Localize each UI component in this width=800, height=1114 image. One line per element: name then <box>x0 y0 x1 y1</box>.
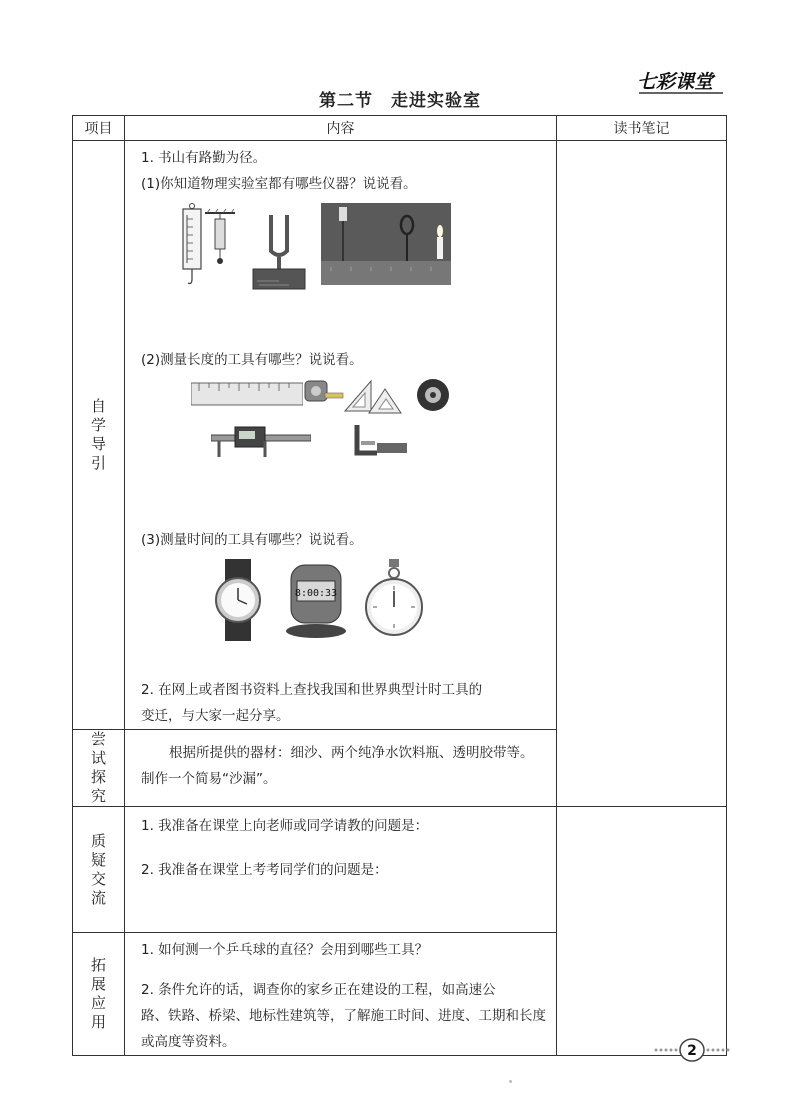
explore-line-1: 根据所提供的器材：细沙、两个纯净水饮料瓶、透明胶带等。 <box>169 745 534 761</box>
row-label-cell <box>73 933 125 1056</box>
row-label-extend-apply: 拓展应用 <box>90 956 106 1031</box>
question-2-line-2: 变迁，与大家一起分享。 <box>141 708 290 724</box>
vernier-caliper-image <box>211 421 311 470</box>
row-label-cell <box>73 807 125 933</box>
extend-question-2-line-3: 或高度等资料。 <box>141 1034 236 1050</box>
notes-cell-2 <box>557 807 727 1056</box>
study-table <box>72 115 727 1056</box>
content-cell-self-study <box>125 141 557 730</box>
page-number-badge <box>652 1036 732 1064</box>
length-tool-images <box>141 377 546 473</box>
content-cell-question-exchange <box>125 807 557 933</box>
notes-cell-1 <box>557 141 727 807</box>
row-question-exchange <box>73 807 727 933</box>
exchange-question-1: 1. 我准备在课堂上向老师或同学请教的问题是： <box>141 818 429 834</box>
reel-tape-image <box>411 377 455 422</box>
brand-logo-text: 七彩课堂 <box>637 71 714 93</box>
row-label-try-explore: 尝试探究 <box>90 730 106 805</box>
exchange-question-2: 2. 我准备在课堂上考考同学们的问题是： <box>141 862 388 878</box>
question-2-line-1: 2. 在网上或者图书资料上查找我国和世界典型计时工具的 <box>141 682 483 698</box>
row-label-cell <box>73 141 125 730</box>
page-title: 第二节 走进实验室 <box>319 91 481 111</box>
header-notes: 读书笔记 <box>557 116 727 141</box>
extend-question-2-line-1: 2. 条件允许的话，调查你的家乡正在建设的工程，如高速公 <box>141 982 496 998</box>
question-1c: (3)测量时间的工具有哪些？说说看。 <box>141 532 363 548</box>
micrometer-image <box>351 417 415 470</box>
decorative-dot <box>509 1080 512 1083</box>
table-header-row <box>73 116 727 141</box>
tuning-fork-image <box>249 211 309 300</box>
extend-question-2-line-2: 路、铁路、桥梁、地标性建筑等，了解施工时间、进度、工期和长度 <box>141 1008 546 1024</box>
question-1: 1. 书山有路勤为径。 <box>141 150 267 166</box>
content-cell-try-explore <box>125 730 557 807</box>
content-cell-extend-apply <box>125 933 557 1056</box>
question-1a: (1)你知道物理实验室都有哪些仪器？说说看。 <box>141 176 417 192</box>
extend-question-1: 1. 如何测一个乒乓球的直径？会用到哪些工具？ <box>141 942 429 958</box>
ruler-image <box>191 381 303 416</box>
header-item: 项目 <box>73 116 125 141</box>
time-tool-images <box>141 557 546 647</box>
row-label-question-exchange: 质疑交流 <box>90 831 106 907</box>
stopwatch-display: 8:00:33 <box>294 588 338 599</box>
optical-bench-candle-image <box>321 203 451 294</box>
question-1b: (2)测量长度的工具有哪些？说说看。 <box>141 352 363 368</box>
wristwatch-image <box>211 559 267 650</box>
row-label-self-study: 自学导引 <box>90 397 106 472</box>
page-number: 2 <box>687 1043 697 1059</box>
row-label-cell <box>73 730 125 807</box>
instrument-images <box>141 201 546 293</box>
header-content: 内容 <box>125 116 557 141</box>
explore-line-2: 制作一个简易“沙漏”。 <box>141 771 277 787</box>
row-self-study <box>73 141 727 730</box>
mechanical-stopwatch-image <box>363 559 425 648</box>
tape-measure-image <box>301 377 345 420</box>
spring-scale-image <box>169 203 239 298</box>
electronic-stopwatch-image <box>281 561 351 648</box>
